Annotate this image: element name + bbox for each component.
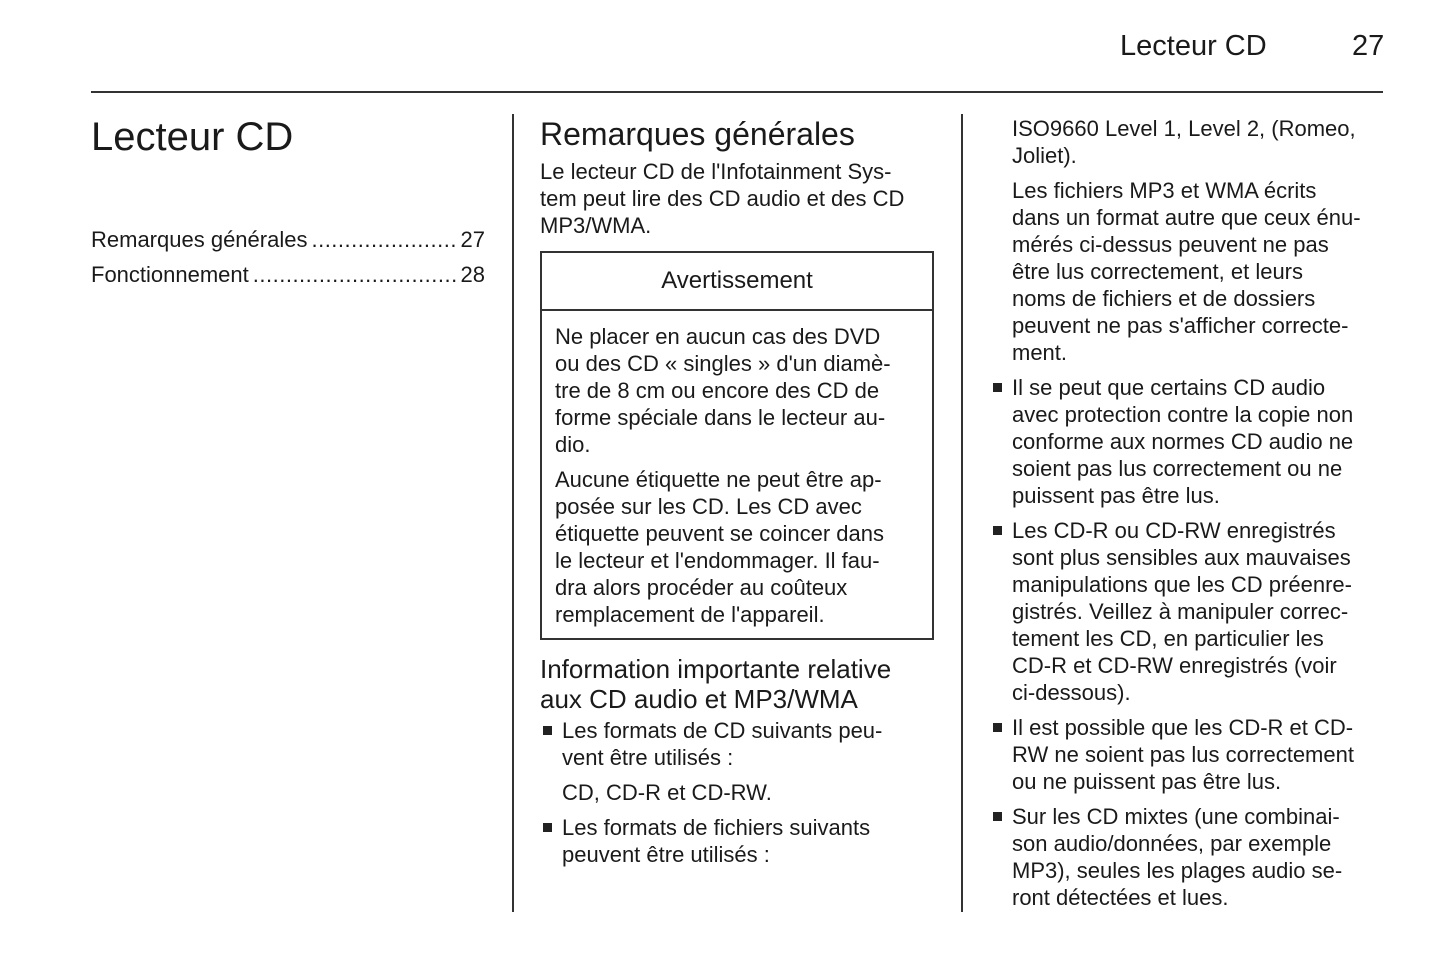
header-divider bbox=[91, 91, 1383, 93]
continued-text: ISO9660 Level 1, Level 2, (Romeo, Joliet). bbox=[1012, 116, 1356, 168]
bullet-square-icon bbox=[543, 823, 552, 832]
warning-title: Avertissement bbox=[542, 253, 932, 311]
bullet-square-icon bbox=[993, 526, 1002, 535]
list-item: Il est possible que les CD-R et CD- RW ne soient pas lus correctement ou ne puissent pas être lus. bbox=[990, 714, 1390, 795]
list-item: Les CD-R ou CD-RW enregistrés sont plus sensibles aux mauvaises manipulations que les CD préenre- gistrés. Veillez à manipuler correc- tement les CD, en particulier les CD-R et CD-RW enregistrés (voir ci-dessous). bbox=[990, 517, 1390, 706]
bullet-square-icon bbox=[543, 726, 552, 735]
section-heading-general: Remarques générales bbox=[540, 116, 855, 152]
column-divider bbox=[512, 114, 514, 912]
intro-paragraph: Le lecteur CD de l'Infotainment Sys- tem peut lire des CD audio et des CD MP3/WMA. bbox=[540, 159, 905, 238]
page-number: 27 bbox=[1352, 30, 1385, 62]
list-item-detail: CD, CD-R et CD-RW. bbox=[562, 780, 772, 805]
list-item: Il se peut que certains CD audio avec protection contre la copie non conforme aux normes CD audio ne soient pas lus correctement ou ne puissent pas être lus. bbox=[990, 374, 1390, 509]
toc-leader-dots bbox=[253, 262, 457, 288]
list-item: Sur les CD mixtes (une combinai- son audio/données, par exemple MP3), seules les plages audio se- ront détectées et lues. bbox=[990, 803, 1390, 911]
column-divider bbox=[961, 114, 963, 912]
bullet-square-icon bbox=[993, 383, 1002, 392]
bullet-square-icon bbox=[993, 723, 1002, 732]
chapter-title: Lecteur CD bbox=[91, 115, 294, 159]
toc-page: 27 bbox=[460, 227, 485, 252]
toc-entry-fonctionnement[interactable] bbox=[91, 262, 485, 297]
bullet-square-icon bbox=[993, 812, 1002, 821]
column-2 bbox=[540, 115, 940, 868]
toc-label: Remarques générales bbox=[91, 227, 308, 252]
list-item: Les formats de fichiers suivants peuvent être utilisés : bbox=[540, 814, 940, 868]
warning-box bbox=[540, 251, 934, 640]
toc-label: Fonctionnement bbox=[91, 262, 249, 287]
warning-paragraph: Ne placer en aucun cas des DVD ou des CD « singles » d'un diamè- tre de 8 cm ou encore des CD de forme spéciale dans le lecteur au- dio. bbox=[555, 324, 891, 457]
note-paragraph: Les fichiers MP3 et WMA écrits dans un format autre que ceux énu- mérés ci-dessus peuvent ne pas être lus correctement, et leurs noms de fichiers et de dossiers peuvent ne pas s'afficher correcte- ment. bbox=[1012, 178, 1361, 365]
column-3 bbox=[990, 115, 1390, 911]
running-header-title: Lecteur CD bbox=[1120, 30, 1267, 62]
toc-entry-remarques[interactable] bbox=[91, 227, 485, 262]
toc-leader-dots bbox=[311, 227, 456, 253]
section-heading-info: Information importante relative aux CD audio et MP3/WMA bbox=[540, 654, 892, 714]
toc-page: 28 bbox=[460, 262, 485, 287]
table-of-contents bbox=[91, 227, 485, 297]
warning-paragraph: Aucune étiquette ne peut être ap- posée sur les CD. Les CD avec étiquette peuvent se coincer dans le lecteur et l'endommager. Il fau- dra alors procéder au coûteux remplacement de l'appareil. bbox=[555, 467, 885, 627]
list-item: Les formats de CD suivants peu- vent être utilisés : bbox=[540, 717, 940, 771]
